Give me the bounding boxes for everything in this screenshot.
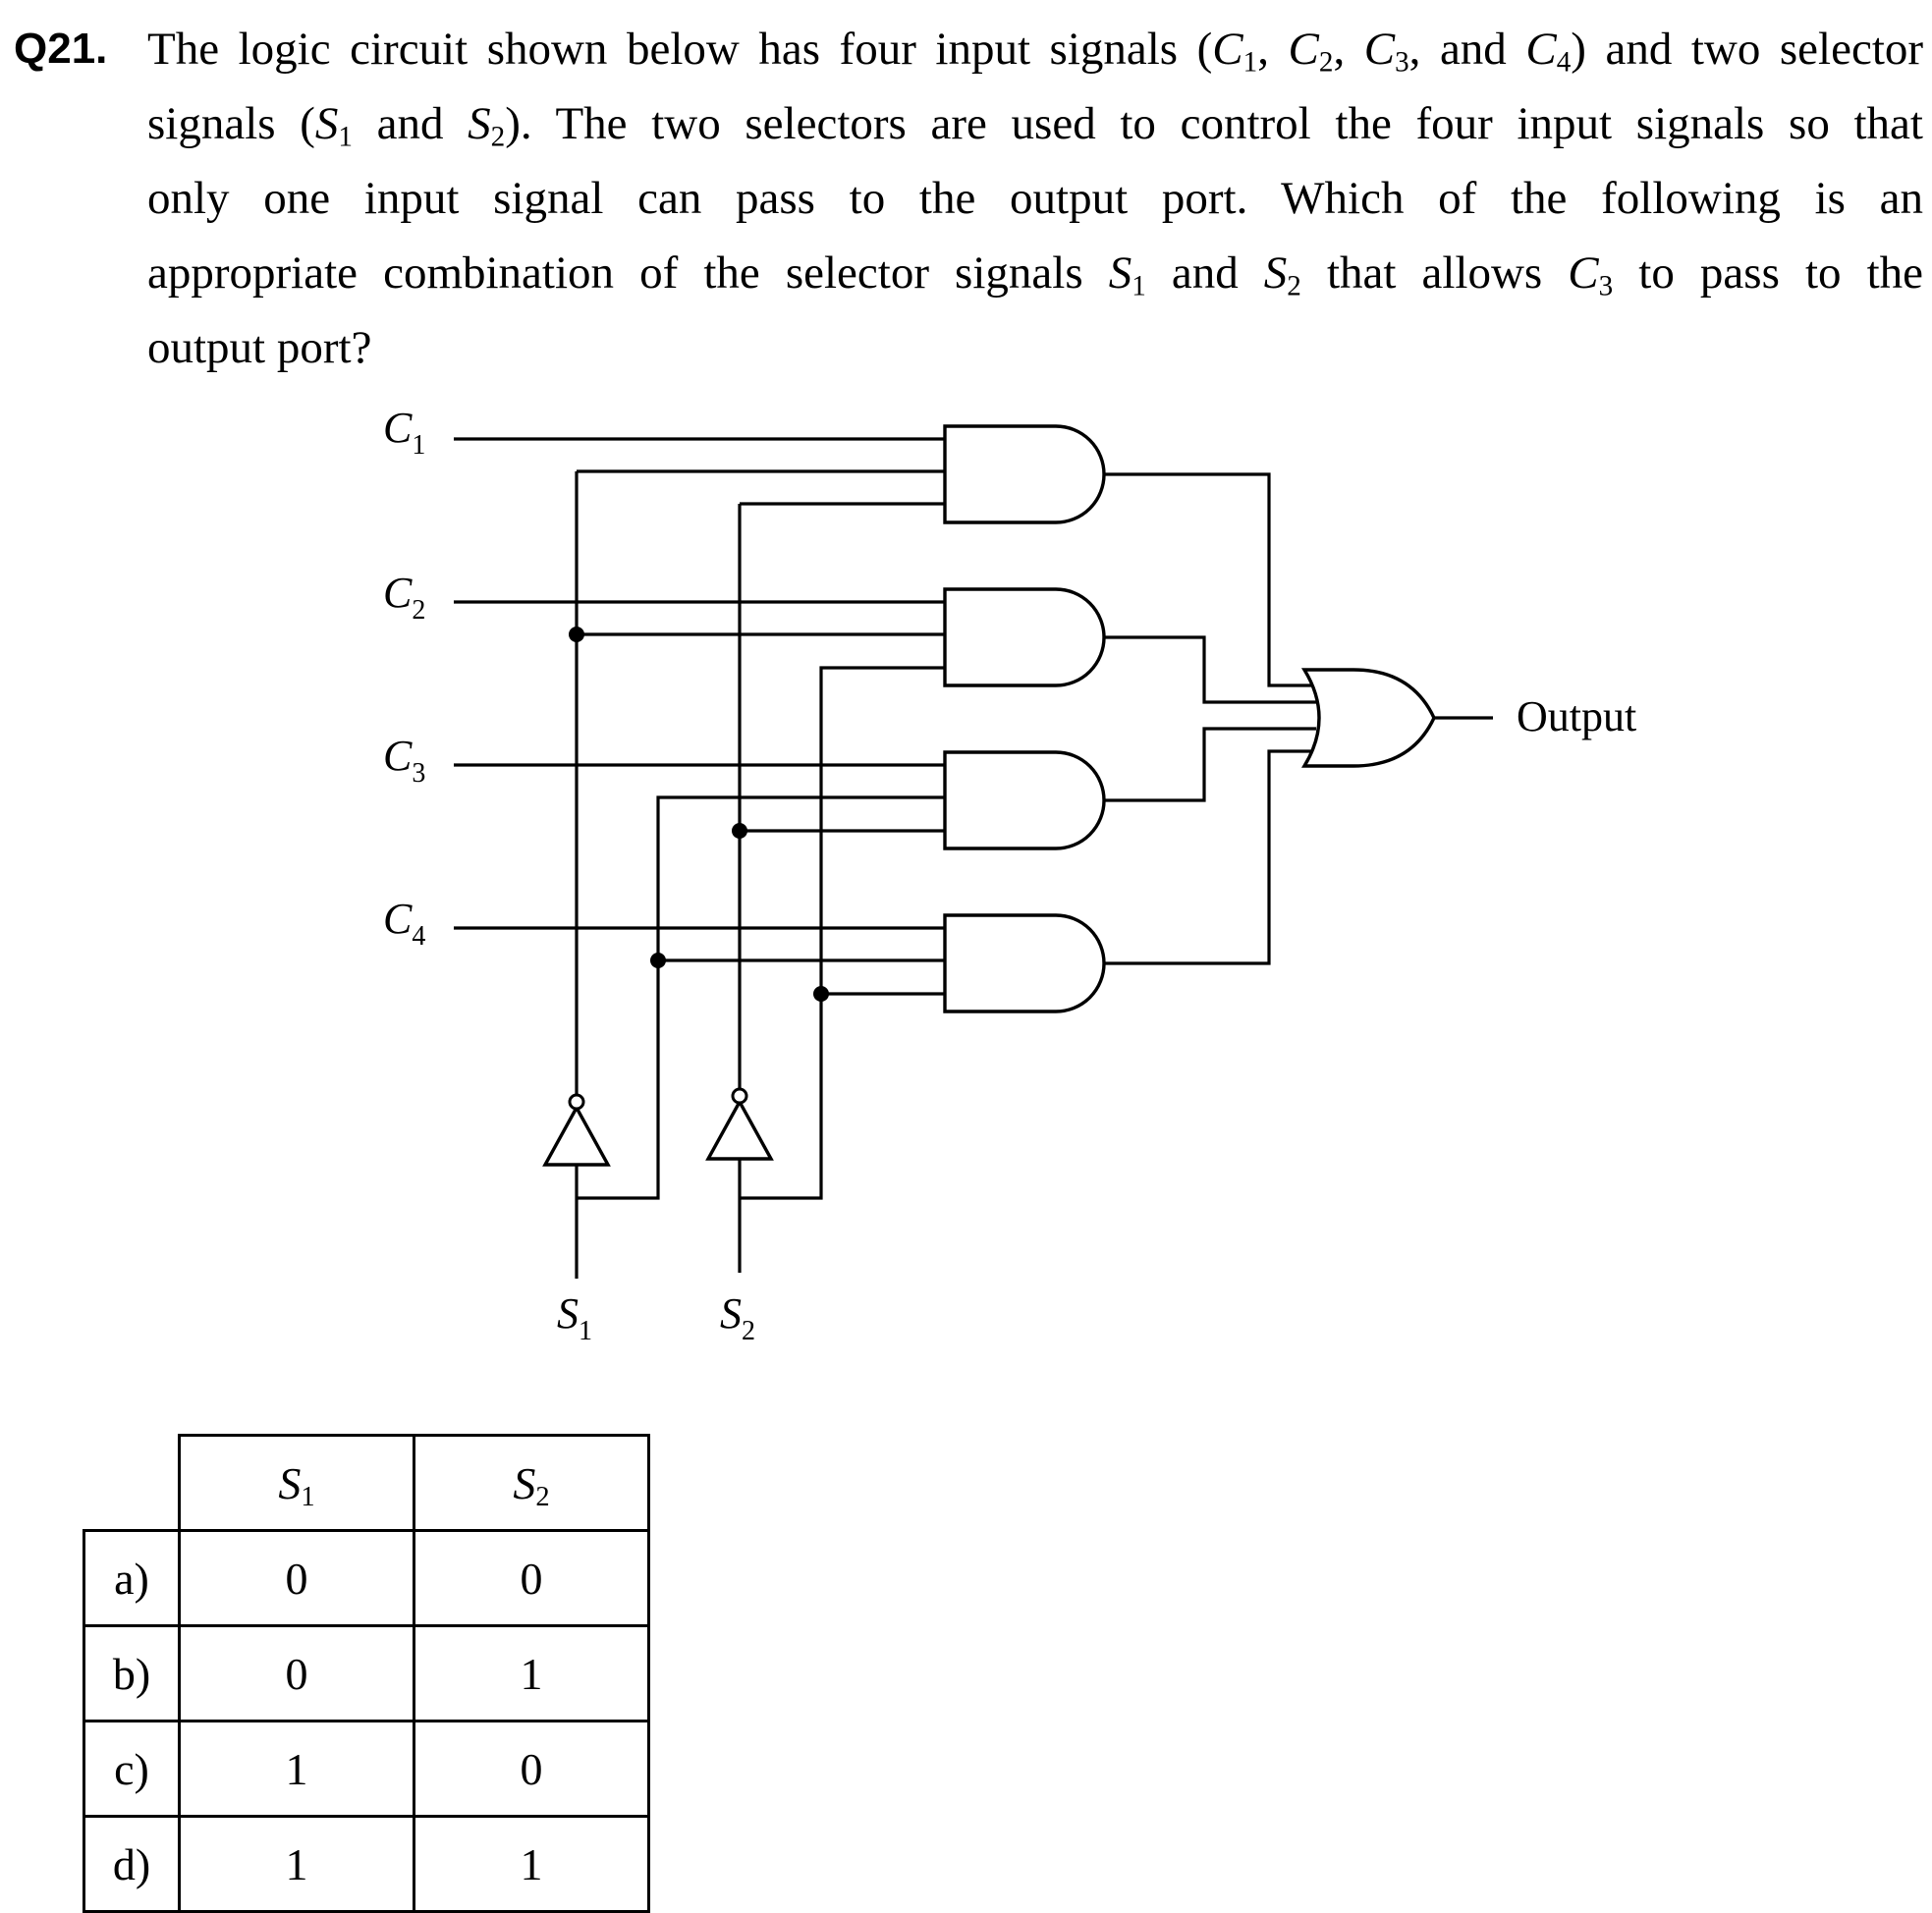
not-gate-s2 bbox=[708, 1089, 771, 1159]
and-gate-3 bbox=[945, 752, 1104, 848]
question-text bbox=[147, 12, 1923, 385]
option-s1-value: 0 bbox=[180, 1626, 414, 1722]
input-label-c3: $C_3$ bbox=[383, 732, 426, 789]
table-header-row bbox=[84, 1436, 649, 1531]
question-line-1: The logic circuit shown below has four input signals ($C_1$, $C_2$, $C_3$, and $C_4$) and two selector bbox=[147, 24, 1924, 79]
table-row[interactable] bbox=[84, 1817, 649, 1912]
not-gate-s1 bbox=[545, 1095, 608, 1165]
table-row[interactable] bbox=[84, 1722, 649, 1817]
question-line-4: appropriate combination of the selector signals $S_1$ and $S_2$ that allows $C_3$ to pass to the bbox=[147, 247, 1923, 302]
and-gate-2 bbox=[945, 589, 1104, 685]
option-label: c) bbox=[84, 1722, 180, 1817]
junction-dots bbox=[569, 627, 829, 1002]
selector-label-s2: $S_2$ bbox=[720, 1289, 755, 1346]
option-s2-value: 0 bbox=[414, 1531, 649, 1626]
header-s2: $S_2$ bbox=[414, 1436, 649, 1531]
input-label-c1: $C_1$ bbox=[383, 404, 426, 461]
option-label: b) bbox=[84, 1626, 180, 1722]
question-number: Q21. bbox=[14, 25, 108, 73]
option-s1-value: 1 bbox=[180, 1817, 414, 1912]
or-input-wires bbox=[1104, 474, 1316, 963]
input-label-c2: $C_2$ bbox=[383, 569, 426, 626]
answer-options-table bbox=[83, 1434, 650, 1913]
or-gate bbox=[1304, 670, 1434, 766]
input-wires bbox=[454, 439, 945, 928]
header-s1: $S_1$ bbox=[180, 1436, 414, 1531]
option-label: a) bbox=[84, 1531, 180, 1626]
question-line-5: output port? bbox=[147, 322, 372, 373]
option-s2-value: 1 bbox=[414, 1626, 649, 1722]
and-gate-4 bbox=[945, 915, 1104, 1011]
option-s1-value: 1 bbox=[180, 1722, 414, 1817]
question-line-3: only one input signal can pass to the output port. Which of the following is an bbox=[147, 173, 1923, 224]
option-s1-value: 0 bbox=[180, 1531, 414, 1626]
table-row[interactable] bbox=[84, 1531, 649, 1626]
option-label: d) bbox=[84, 1817, 180, 1912]
question-line-2: signals ($S_1$ and $S_2$). The two selectors are used to control the four input signals so that bbox=[147, 98, 1923, 153]
option-s2-value: 0 bbox=[414, 1722, 649, 1817]
input-label-c4: $C_4$ bbox=[383, 895, 426, 952]
and-gate-1 bbox=[945, 426, 1104, 522]
selector-label-s1: $S_1$ bbox=[557, 1289, 592, 1346]
logic-circuit-diagram bbox=[0, 373, 1932, 1355]
option-s2-value: 1 bbox=[414, 1817, 649, 1912]
table-row[interactable] bbox=[84, 1626, 649, 1722]
output-label: Output bbox=[1517, 692, 1637, 740]
